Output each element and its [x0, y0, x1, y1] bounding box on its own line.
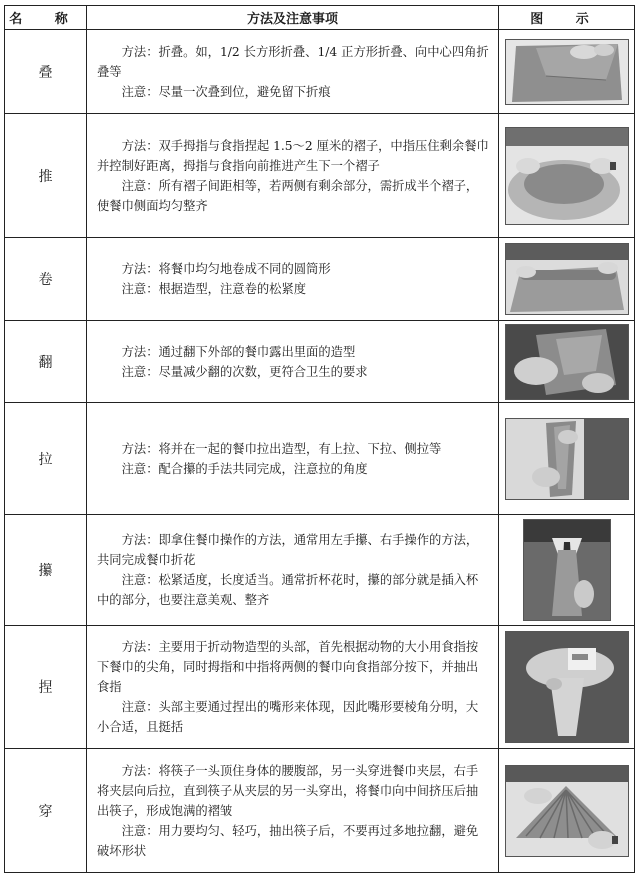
- napkin-fold-photo: [505, 39, 629, 105]
- method-line: 方法：即拿住餐巾操作的方法，通常用左手攥、右手操作的方法，共同完成餐巾折花: [97, 533, 479, 567]
- method-line: 方法：双手拇指与食指捏起 1.5～2 厘米的褶子，中指压住剩余餐巾并控制好距离，拇指与食指向前推进产生下一个褶子: [97, 138, 489, 173]
- napkin-pinch-photo: [505, 631, 629, 743]
- method-line: 方法：通过翻下外部的餐巾露出里面的造型: [121, 344, 356, 359]
- table-row: [5, 626, 635, 749]
- header-name: 名 称: [5, 6, 87, 30]
- technique-desc: [87, 321, 499, 403]
- technique-photo-cell: [499, 114, 635, 238]
- napkin-pull-photo: [505, 418, 629, 500]
- note-line: 注意：尽量一次叠到位，避免留下折痕: [121, 84, 331, 99]
- technique-desc: [87, 30, 499, 114]
- note-line: 注意：松紧适度，长度适当。通常折杯花时，攥的部分就是插入杯中的部分，也要注意美观、整齐: [97, 573, 479, 607]
- napkin-push-photo: [505, 127, 629, 225]
- technique-photo-cell: [499, 321, 635, 403]
- method-line: 方法：将筷子一头顶住身体的腰腹部，另一头穿进餐巾夹层，右手将夹层向后拉，直到筷子从夹层的另一头穿出，将餐巾向中间挤压后抽出筷子，形成饱满的褶皱: [97, 763, 479, 818]
- table-row: [5, 749, 635, 873]
- technique-photo-cell: [499, 30, 635, 114]
- technique-desc: [87, 515, 499, 626]
- table-row: [5, 114, 635, 238]
- method-line: 方法：将餐巾均匀地卷成不同的圆筒形: [121, 262, 331, 276]
- napkin-techniques-table: [4, 5, 635, 873]
- technique-photo-cell: [499, 403, 635, 515]
- table-row: [5, 238, 635, 321]
- technique-name: 捏: [5, 626, 87, 749]
- napkin-grip-photo: [523, 519, 611, 621]
- napkin-flip-photo: [505, 324, 629, 400]
- technique-name: 拉: [5, 403, 87, 515]
- technique-name: 穿: [5, 749, 87, 873]
- header-method: 方法及注意事项: [87, 6, 499, 30]
- technique-desc: [87, 403, 499, 515]
- note-line: 注意：所有褶子间距相等，若两侧有剩余部分，需折成半个褶子，使餐巾侧面均匀整齐: [97, 178, 479, 213]
- table-row: [5, 515, 635, 626]
- napkin-roll-photo: [505, 243, 629, 315]
- table-row: [5, 30, 635, 114]
- technique-desc: [87, 749, 499, 873]
- technique-desc: [87, 114, 499, 238]
- technique-name: 推: [5, 114, 87, 238]
- table-row: [5, 403, 635, 515]
- note-line: 注意：配合攥的手法共同完成，注意拉的角度: [121, 461, 368, 476]
- method-line: 方法：折叠。如，1/2 长方形折叠、1/4 正方形折叠、向中心四角折叠等: [97, 44, 489, 79]
- note-line: 注意：根据造型，注意卷的松紧度: [121, 282, 307, 296]
- technique-photo-cell: [499, 515, 635, 626]
- note-line: 注意：用力要均匀、轻巧，抽出筷子后，不要再过多地拉翻，避免破坏形状: [97, 823, 479, 858]
- technique-name: 卷: [5, 238, 87, 321]
- technique-desc: [87, 238, 499, 321]
- technique-name: 攥: [5, 515, 87, 626]
- method-line: 方法：将并在一起的餐巾拉出造型，有上拉、下拉、侧拉等: [121, 441, 442, 456]
- table-row: [5, 321, 635, 403]
- header-image: 图 示: [499, 6, 635, 30]
- technique-photo-cell: [499, 626, 635, 749]
- method-line: 方法：主要用于折动物造型的头部，首先根据动物的大小用食指按下餐巾的尖角，同时拇指和中指将两侧的餐巾向食指部分按下，并抽出食指: [97, 640, 479, 694]
- note-line: 注意：尽量减少翻的次数，更符合卫生的要求: [121, 364, 368, 379]
- note-line: 注意：头部主要通过捏出的嘴形来体现，因此嘴形要棱角分明，大小合适，且挺括: [97, 700, 479, 734]
- technique-desc: [87, 626, 499, 749]
- header-row: [5, 6, 635, 30]
- technique-photo-cell: [499, 238, 635, 321]
- napkin-thread-photo: [505, 765, 629, 857]
- technique-name: 翻: [5, 321, 87, 403]
- technique-name: 叠: [5, 30, 87, 114]
- technique-photo-cell: [499, 749, 635, 873]
